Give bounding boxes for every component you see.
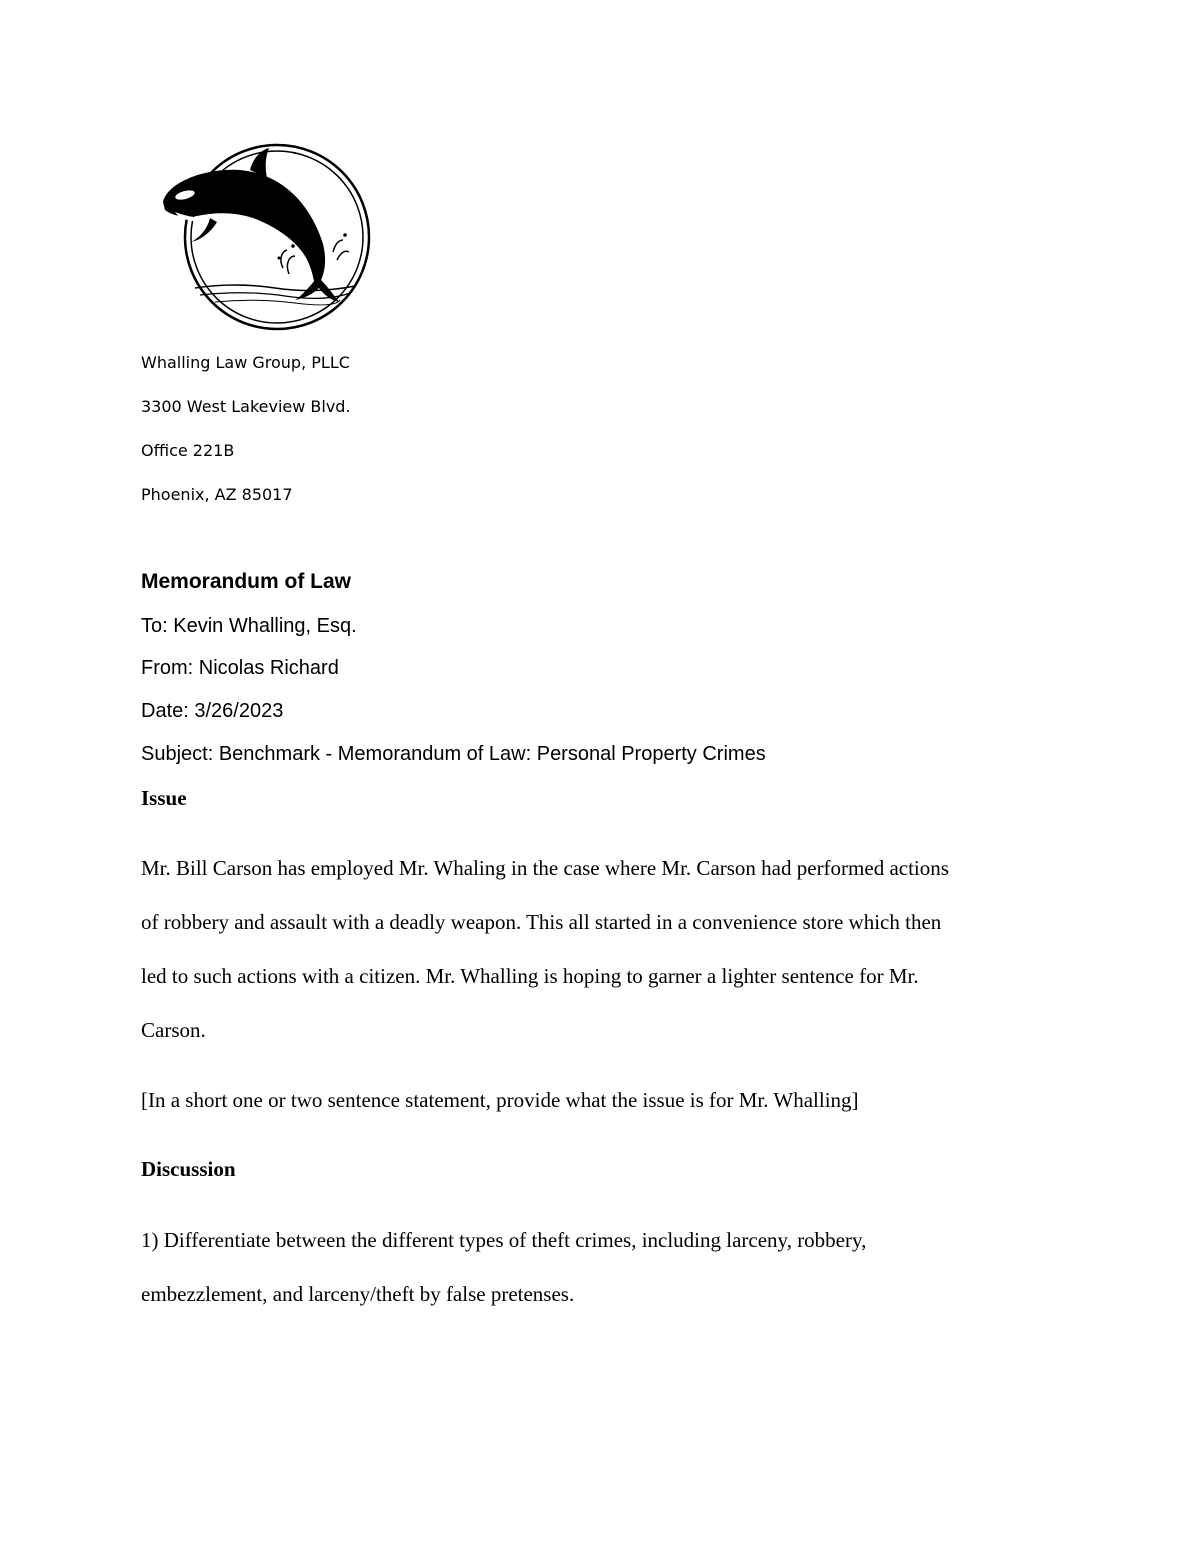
- issue-line: of robbery and assault with a deadly weapon. This all started in a convenience store which then: [141, 910, 942, 934]
- issue-line: Mr. Bill Carson has employed Mr. Whaling in the case where Mr. Carson had performed actions: [141, 856, 949, 880]
- issue-line: Carson.: [141, 1018, 206, 1042]
- discussion-heading: Discussion: [141, 1157, 236, 1181]
- memo-date: Date: 3/26/2023: [141, 700, 284, 722]
- firm-name: Whalling Law Group, PLLC: [141, 353, 350, 372]
- issue-heading: Issue: [141, 786, 187, 810]
- orca-logo-icon: [155, 140, 375, 335]
- firm-street: 3300 West Lakeview Blvd.: [141, 397, 351, 416]
- memo-from: From: Nicolas Richard: [141, 657, 339, 679]
- issue-line: led to such actions with a citizen. Mr. Whalling is hoping to garner a lighter sentence for Mr.: [141, 964, 919, 988]
- discussion-item-line: embezzlement, and larceny/theft by false pretenses.: [141, 1282, 575, 1306]
- issue-prompt: [In a short one or two sentence statement, provide what the issue is for Mr. Whalling]: [141, 1088, 859, 1112]
- memo-to: To: Kevin Whalling, Esq.: [141, 615, 357, 637]
- firm-city-state-zip: Phoenix, AZ 85017: [141, 485, 293, 504]
- memo-subject: Subject: Benchmark - Memorandum of Law: Personal Property Crimes: [141, 743, 766, 765]
- discussion-item-line: 1) Differentiate between the different types of theft crimes, including larceny, robbery,: [141, 1228, 867, 1252]
- memo-title: Memorandum of Law: [141, 570, 352, 593]
- firm-office: Office 221B: [141, 441, 235, 460]
